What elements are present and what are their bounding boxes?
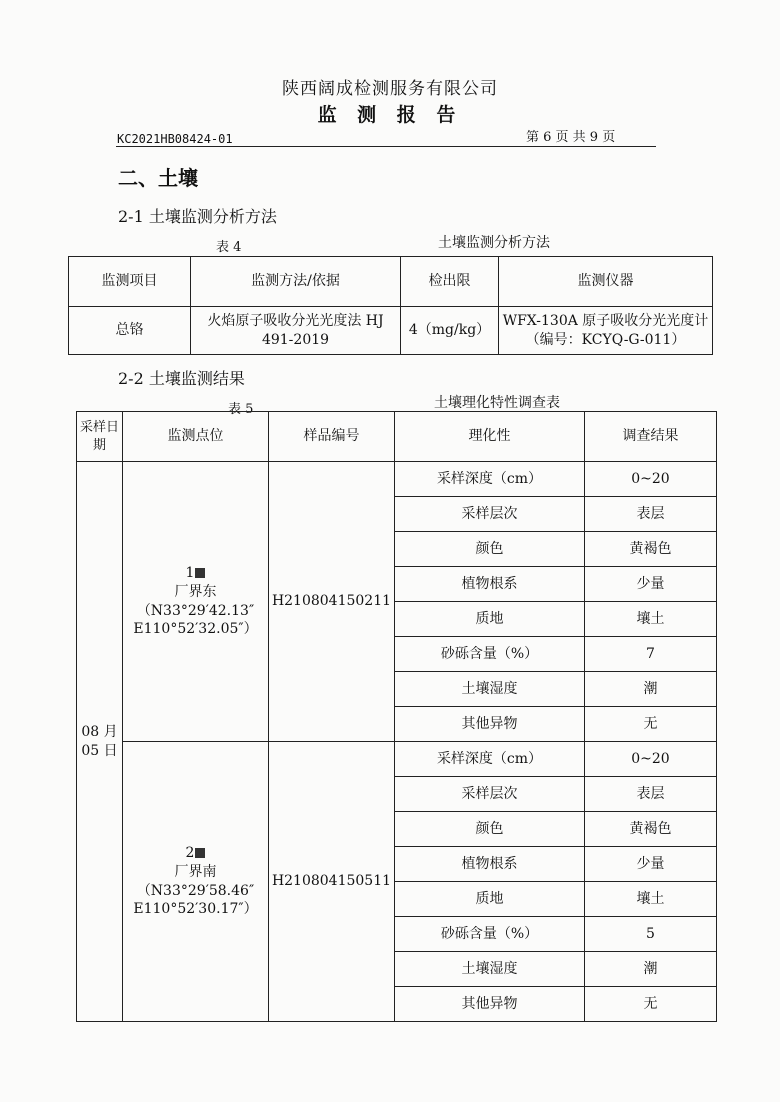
subsection-results-title: 2-2 土壤监测结果 xyxy=(118,369,245,388)
property-cell: 颜色 xyxy=(395,532,585,567)
result-cell: 7 xyxy=(585,637,717,672)
table5-caption: 土壤理化特性调查表 xyxy=(434,395,560,411)
report-code: KC2021HB08424-01 xyxy=(117,132,233,146)
result-cell: 5 xyxy=(585,917,717,952)
sample-id-cell: H210804150211 xyxy=(269,462,395,742)
method-cell: 火焰原子吸收分光光度法 HJ 491-2019 xyxy=(191,307,401,355)
result-cell: 少量 xyxy=(585,567,717,602)
sample-id-cell: H210804150511 xyxy=(269,742,395,1022)
result-cell: 壤土 xyxy=(585,882,717,917)
property-cell: 其他异物 xyxy=(395,707,585,742)
site-cell xyxy=(123,462,269,742)
sampling-date-cell: 08 月 05 日 xyxy=(77,462,123,1022)
report-title: 监 测 报 告 xyxy=(317,104,463,126)
header-cell: 监测项目 xyxy=(69,257,191,307)
property-cell: 土壤湿度 xyxy=(395,672,585,707)
methods-table xyxy=(68,256,713,355)
redaction-mark xyxy=(195,568,205,578)
property-cell: 采样层次 xyxy=(395,497,585,532)
table-row xyxy=(77,742,717,777)
table5-label: 表 5 xyxy=(228,402,254,417)
item-cell: 总铬 xyxy=(69,307,191,355)
result-cell: 潮 xyxy=(585,672,717,707)
property-cell: 质地 xyxy=(395,602,585,637)
page-info: 第 6 页 共 9 页 xyxy=(526,130,616,145)
result-cell: 黄褐色 xyxy=(585,532,717,567)
site-cell xyxy=(123,742,269,1022)
property-cell: 质地 xyxy=(395,882,585,917)
header-cell: 样品编号 xyxy=(269,412,395,462)
header-cell: 监测仪器 xyxy=(499,257,713,307)
section-title: 二、土壤 xyxy=(118,166,198,190)
header-cell: 调查结果 xyxy=(585,412,717,462)
result-cell: 表层 xyxy=(585,497,717,532)
site-number: 2 xyxy=(185,844,195,861)
table-header-row xyxy=(77,412,717,462)
limit-cell: 4（mg/kg） xyxy=(401,307,499,355)
redaction-mark xyxy=(195,848,205,858)
table-header-row xyxy=(69,257,713,307)
result-cell: 壤土 xyxy=(585,602,717,637)
header-rule xyxy=(116,146,656,147)
table-row xyxy=(77,462,717,497)
header-cell: 采样日期 xyxy=(77,412,123,462)
table4-caption: 土壤监测分析方法 xyxy=(438,235,550,251)
header-cell: 监测方法/依据 xyxy=(191,257,401,307)
site-name: 厂界南 xyxy=(174,863,217,880)
site-coord-lon: E110°52′32.05″） xyxy=(133,621,258,638)
company-name: 陕西阔成检测服务有限公司 xyxy=(282,79,498,99)
property-cell: 植物根系 xyxy=(395,567,585,602)
property-cell: 砂砾含量（%） xyxy=(395,637,585,672)
property-cell: 土壤湿度 xyxy=(395,952,585,987)
result-cell: 0~20 xyxy=(585,742,717,777)
result-cell: 无 xyxy=(585,987,717,1022)
soil-properties-table xyxy=(76,411,717,1022)
header-cell: 理化性 xyxy=(395,412,585,462)
table-row xyxy=(69,307,713,355)
property-cell: 植物根系 xyxy=(395,847,585,882)
header-cell: 监测点位 xyxy=(123,412,269,462)
property-cell: 采样层次 xyxy=(395,777,585,812)
site-name: 厂界东 xyxy=(174,583,217,600)
result-cell: 少量 xyxy=(585,847,717,882)
property-cell: 采样深度（cm） xyxy=(395,742,585,777)
result-cell: 黄褐色 xyxy=(585,812,717,847)
result-cell: 潮 xyxy=(585,952,717,987)
table4-label: 表 4 xyxy=(216,240,242,255)
property-cell: 采样深度（cm） xyxy=(395,462,585,497)
property-cell: 砂砾含量（%） xyxy=(395,917,585,952)
result-cell: 0~20 xyxy=(585,462,717,497)
result-cell: 无 xyxy=(585,707,717,742)
site-coord-lon: E110°52′30.17″） xyxy=(133,901,258,918)
property-cell: 颜色 xyxy=(395,812,585,847)
site-coord-lat: （N33°29′58.46″ xyxy=(136,882,255,899)
result-cell: 表层 xyxy=(585,777,717,812)
subsection-methods-title: 2-1 土壤监测分析方法 xyxy=(118,207,277,226)
header-cell: 检出限 xyxy=(401,257,499,307)
site-number: 1 xyxy=(185,564,195,581)
property-cell: 其他异物 xyxy=(395,987,585,1022)
instrument-cell: WFX-130A 原子吸收分光光度计（编号：KCYQ-G-011） xyxy=(499,307,713,355)
site-coord-lat: （N33°29′42.13″ xyxy=(136,602,255,619)
